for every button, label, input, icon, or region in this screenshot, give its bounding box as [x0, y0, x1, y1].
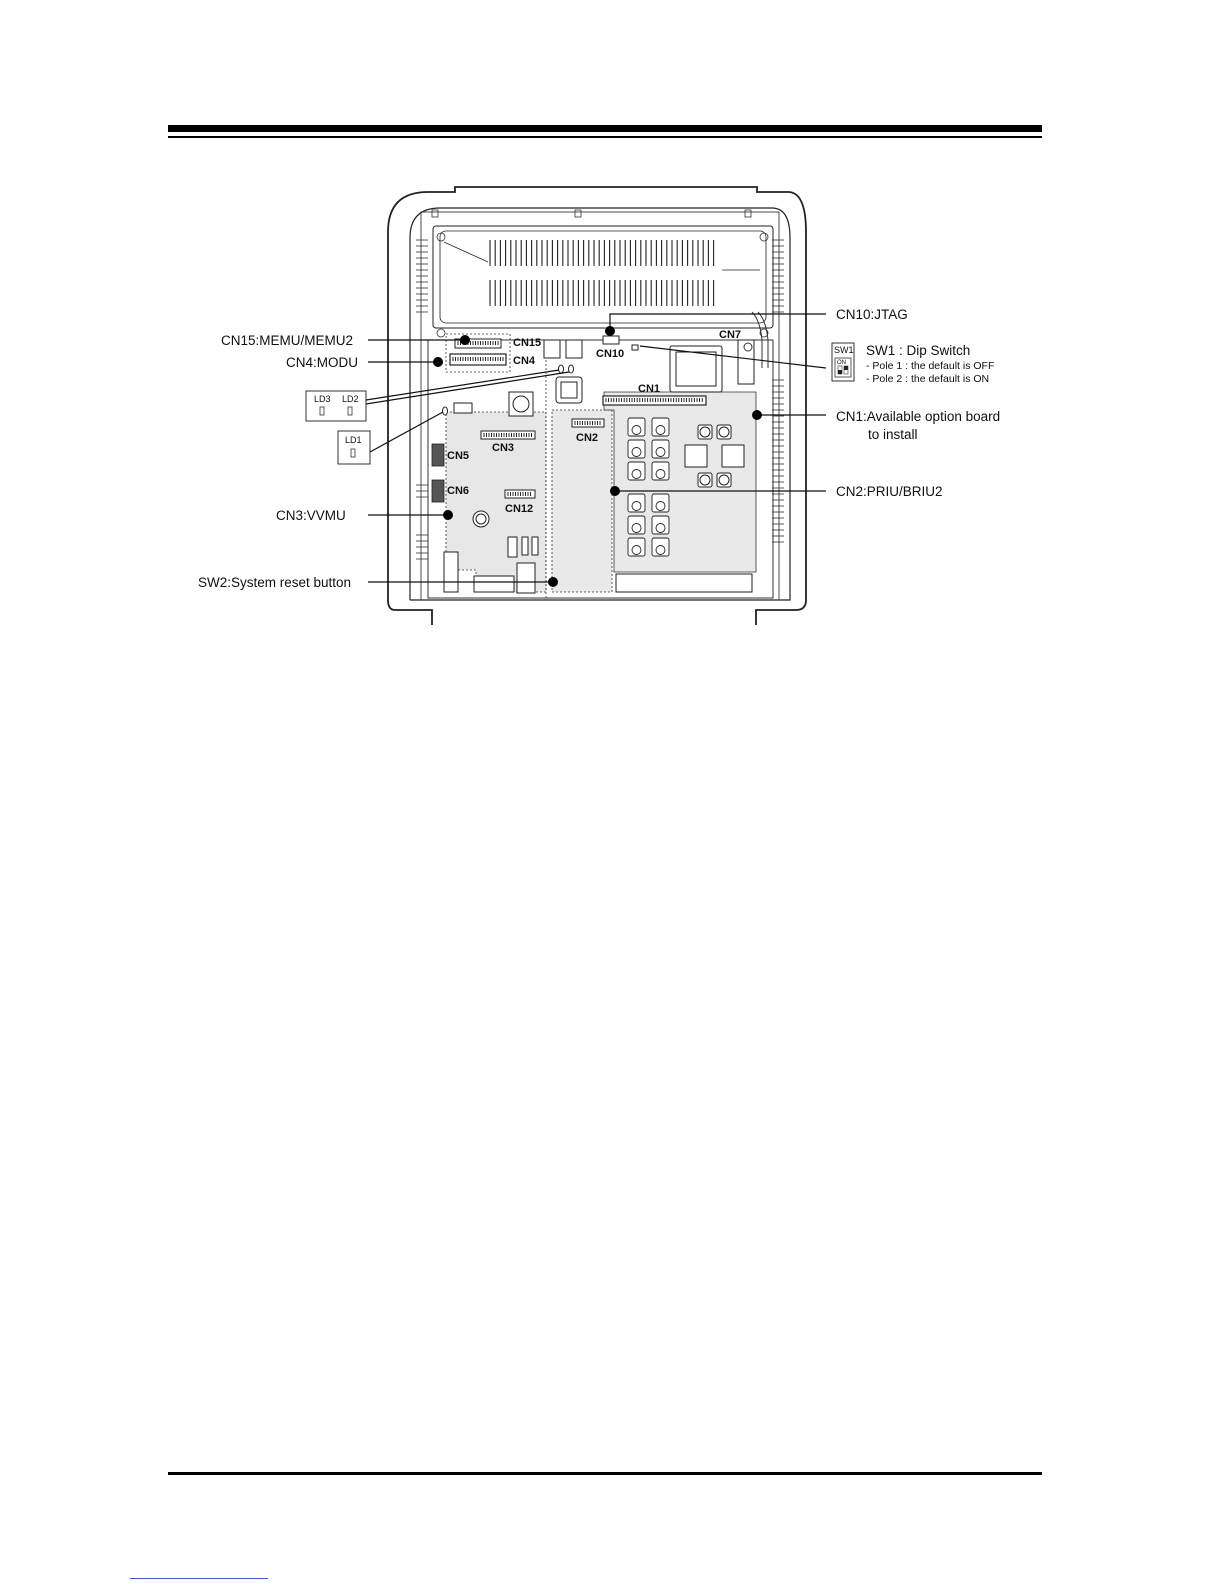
- tag-ld1: LD1: [345, 435, 362, 445]
- label-cn1-line2: to install: [868, 427, 918, 442]
- tag-cn2: CN2: [576, 432, 599, 444]
- power-supply-grille: [433, 226, 773, 328]
- footer-link-underline: [130, 1578, 268, 1579]
- tag-sw1: SW1: [834, 345, 854, 355]
- label-cn4: CN4:MODU: [286, 355, 359, 370]
- label-cn2: CN2:PRIU/BRIU2: [836, 484, 943, 499]
- tag-on: ON: [837, 360, 846, 366]
- led-inset-ld1: [338, 431, 370, 464]
- label-cn10: CN10:JTAG: [836, 307, 908, 322]
- label-cn1-line1: CN1:Available option board: [836, 409, 1001, 424]
- label-sw2: SW2:System reset button: [198, 575, 352, 590]
- label-sw1-pole2: - Pole 2 : the default is ON: [866, 373, 990, 385]
- tag-ld2: LD2: [342, 394, 359, 404]
- tag-ld3: LD3: [314, 394, 331, 404]
- tag-cn10: CN10: [596, 348, 625, 360]
- tag-cn15: CN15: [513, 337, 542, 349]
- label-cn15: CN15:MEMU/MEMU2: [221, 333, 354, 348]
- tag-cn3: CN3: [492, 442, 515, 454]
- tag-cn12: CN12: [505, 503, 534, 515]
- tag-cn7: CN7: [719, 329, 742, 341]
- footer-rule: [168, 1472, 1042, 1475]
- label-sw1-title: SW1 : Dip Switch: [866, 343, 971, 358]
- tag-cn1: CN1: [638, 383, 661, 395]
- dip-switch-inset: [832, 343, 854, 381]
- label-cn3: CN3:VVMU: [276, 508, 346, 523]
- label-sw1-pole1: - Pole 1 : the default is OFF: [866, 360, 995, 372]
- tag-cn6: CN6: [447, 485, 470, 497]
- led-inset-ld3-ld2: [306, 391, 366, 421]
- tag-cn5: CN5: [447, 450, 470, 462]
- tag-cn4: CN4: [513, 355, 536, 367]
